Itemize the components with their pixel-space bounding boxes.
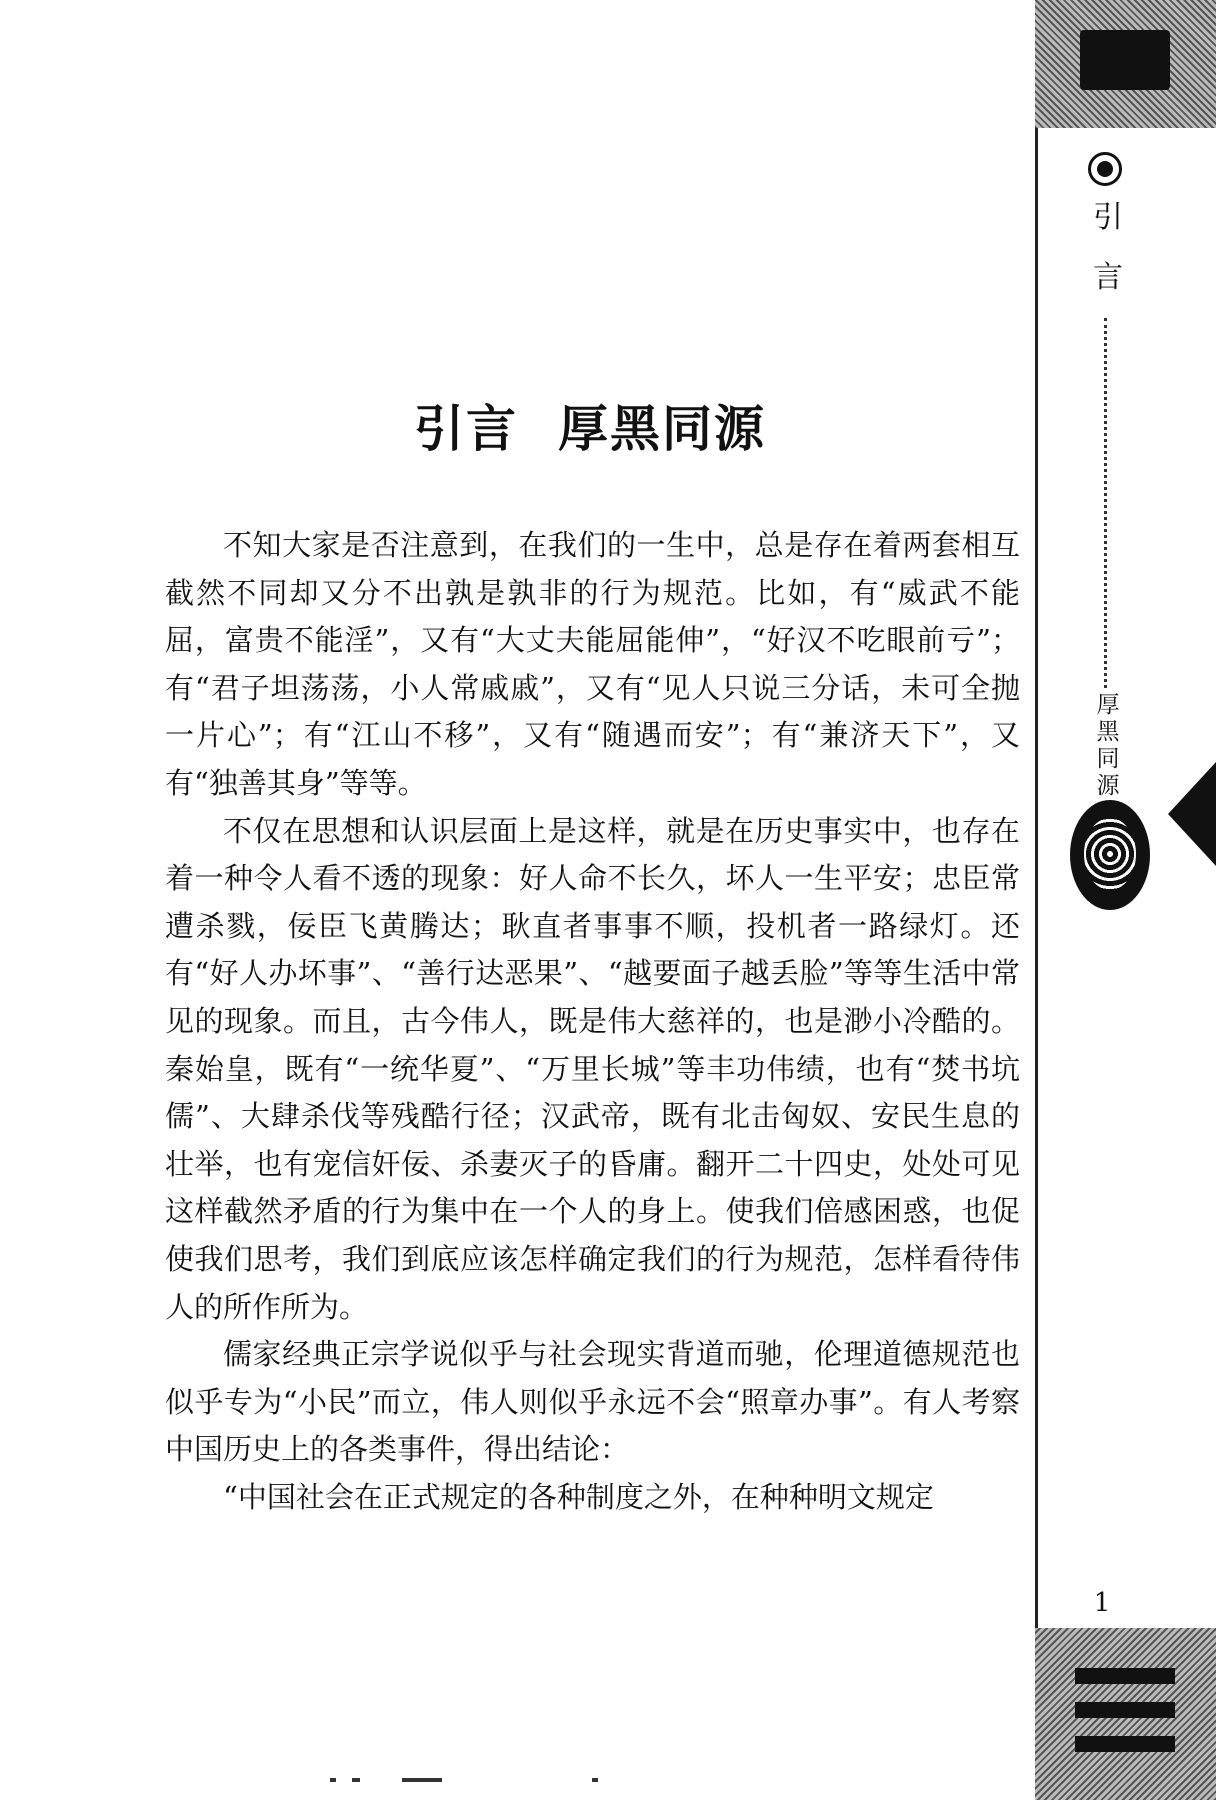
sidebar-char-2: 言 [1093, 260, 1123, 295]
sidebar-subtitle: 厚黑同源 [1096, 692, 1120, 799]
target-icon [1088, 152, 1122, 186]
paragraph-4: “中国社会在正式规定的各种制度之外，在种种明文规定 [223, 1479, 934, 1514]
emblem-icon [1035, 0, 1216, 128]
sidebar-char-1: 引 [1093, 200, 1123, 235]
chapter-title [0, 389, 1180, 461]
paragraph-2: 不仅在思想和认识层面上是这样，就是在历史事实中，也存在着一种令人看不透的现象：好人命不长久，坏人一生平安；忠臣常遭杀戮，佞臣飞黄腾达；耿直者事事不顺，投机者一路绿灯。还有“好人办坏事”、“善行达恶果”、“越要面子越丢脸”等等生活中常见的现象。而且，古今伟人，既是伟大慈祥的，也是渺小冷酷的。秦始皇，既有“一统华夏”、“万里长城”等丰功伟绩，也有“焚书坑儒”、大肆杀伐等残酷行径；汉武帝，既有北击匈奴、安民生息的壮举，也有宠信奸佞、杀妻灭子的昏庸。翻开二十四史，处处可见这样截然矛盾的行为集中在一个人的身上。使我们倍感困惑，也促使我们思考，我们到底应该怎样确定我们的行为规范，怎样看待伟人的所作所为。 [165, 813, 1020, 1324]
emblem-icon [1035, 1628, 1216, 1800]
margin-divider [1035, 128, 1038, 1628]
sidebar-dotted-leader [1104, 318, 1107, 688]
scan-artifact [330, 1778, 610, 1784]
chapter-label: 引言 [414, 398, 518, 458]
tab-arrow-icon [1168, 762, 1216, 866]
page-number: 1 [1093, 1588, 1111, 1618]
body-text [165, 522, 1020, 1521]
chapter-title-text: 厚黑同源 [558, 398, 766, 458]
paragraph-3: 儒家经典正宗学说似乎与社会现实背道而驰，伦理道德规范也似乎专为“小民”而立，伟人则似乎永远不会“照章办事”。有人考察中国历史上的各类事件，得出结论： [165, 1337, 1020, 1467]
decorative-badge-icon [1070, 800, 1150, 910]
paragraph-1: 不知大家是否注意到，在我们的一生中，总是存在着两套相互截然不同却又分不出孰是孰非的行为规范。比如，有“威武不能屈，富贵不能淫”，又有“大丈夫能屈能伸”，“好汉不吃眼前亏”；有“君子坦荡荡，小人常戚戚”，又有“见人只说三分话，未可全抛一片心”；有“江山不移”，又有“随遇而安”；有“兼济天下”，又有“独善其身”等等。 [165, 528, 1020, 800]
